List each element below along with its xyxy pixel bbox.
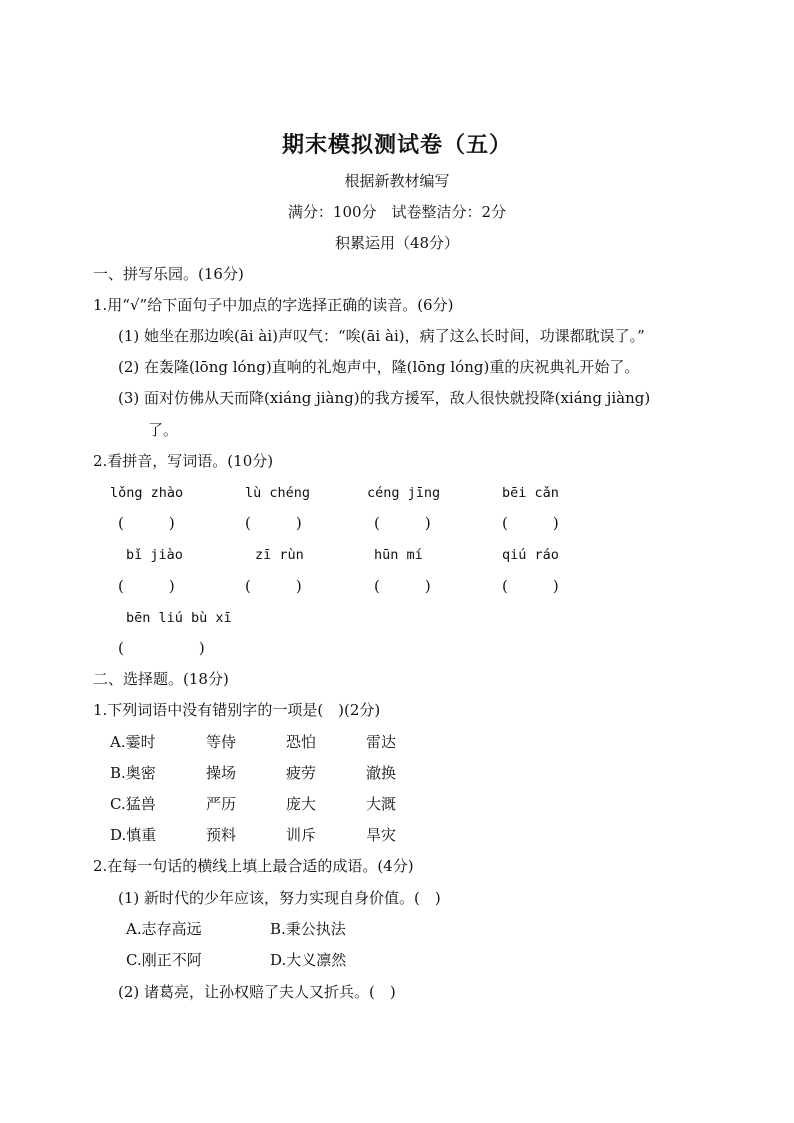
q1-item-3-cont: 了。 — [148, 421, 179, 439]
section-title: 积累运用（48分） — [334, 234, 460, 252]
exam-title: 期末模拟测试卷（五） — [281, 132, 512, 158]
pinyin-4: bēi cǎn — [502, 485, 559, 501]
answer-blank-5[interactable]: ( ) — [118, 577, 175, 595]
answer-blank-1[interactable]: ( ) — [118, 514, 175, 532]
answer-blank-7[interactable]: ( ) — [374, 577, 431, 595]
q1-item-1: (1) 她坐在那边唉(āi ài)声叹气：“唉(āi ài)，病了这么长时间，功课都耽误了。” — [118, 327, 645, 345]
option-b-word-2: 操场 — [206, 764, 237, 782]
answer-blank-6[interactable]: ( ) — [245, 577, 302, 595]
sub1-option-b: B.秉公执法 — [270, 920, 346, 938]
answer-blank-2[interactable]: ( ) — [245, 514, 302, 532]
sub1-option-c: C.刚正不阿 — [126, 951, 202, 969]
pinyin-1: lǒng zhào — [110, 485, 184, 501]
option-d-word-3: 训斥 — [286, 826, 317, 844]
option-c-word-4: 大溉 — [366, 795, 397, 813]
option-b-word-3: 疲劳 — [286, 764, 317, 782]
q2-stem: 2.看拼音，写词语。(10分) — [93, 452, 274, 470]
q1-item-3: (3) 面对仿佛从天而降(xiáng jiàng)的我方援军，敌人很快就投降(xiáng jiàng) — [118, 389, 651, 407]
pinyin-2: lù chéng — [245, 485, 311, 501]
pinyin-3: céng jīng — [367, 485, 441, 501]
option-d-word-4: 旱灾 — [366, 826, 397, 844]
option-c-word-3: 庞大 — [286, 795, 317, 813]
pinyin-9: bēn liú bù xī — [126, 610, 232, 626]
exam-subtitle: 根据新教材编写 — [344, 172, 450, 190]
score-info: 满分：100分 试卷整洁分：2分 — [287, 203, 507, 221]
q1-stem: 1.用“√”给下面句子中加点的字选择正确的读音。(6分) — [93, 296, 454, 314]
pinyin-5: bǐ jiào — [126, 547, 183, 563]
sub1-option-a: A.志存高远 — [126, 920, 202, 938]
p2-q1-stem: 1.下列词语中没有错别字的一项是( )(2分) — [93, 701, 381, 719]
option-c-word-2: 严历 — [206, 795, 237, 813]
option-c-word-1: C.猛兽 — [110, 795, 156, 813]
pinyin-7: hūn mí — [374, 547, 423, 563]
pinyin-6: zī rùn — [255, 547, 304, 563]
part1-heading: 一、拼写乐园。(16分) — [93, 265, 244, 283]
p2-q2-stem: 2.在每一句话的横线上填上最合适的成语。(4分) — [93, 857, 414, 875]
option-a-word-1: A.霎时 — [110, 733, 156, 751]
option-b-word-4: 澈换 — [366, 764, 397, 782]
part2-heading: 二、选择题。(18分) — [93, 670, 229, 688]
option-a-word-4: 雷达 — [366, 733, 397, 751]
answer-blank-9[interactable]: ( ) — [118, 639, 205, 657]
option-a-word-3: 恐怕 — [286, 733, 317, 751]
p2-q2-sub1: (1) 新时代的少年应该，努力实现自身价值。( ) — [118, 889, 441, 907]
answer-blank-4[interactable]: ( ) — [502, 514, 559, 532]
option-d-word-1: D.慎重 — [110, 826, 157, 844]
pinyin-8: qiú ráo — [502, 547, 559, 563]
option-a-word-2: 等侍 — [206, 733, 237, 751]
p2-q2-sub2: (2) 诸葛亮，让孙权赔了夫人又折兵。( ) — [118, 983, 396, 1001]
answer-blank-8[interactable]: ( ) — [502, 577, 559, 595]
option-d-word-2: 预料 — [206, 826, 237, 844]
q1-item-2: (2) 在轰隆(lōng lóng)直响的礼炮声中，隆(lōng lóng)重的庆祝典礼开始了。 — [118, 358, 640, 376]
answer-blank-3[interactable]: ( ) — [374, 514, 431, 532]
option-b-word-1: B.奥密 — [110, 764, 156, 782]
sub1-option-d: D.大义凛然 — [270, 951, 347, 969]
